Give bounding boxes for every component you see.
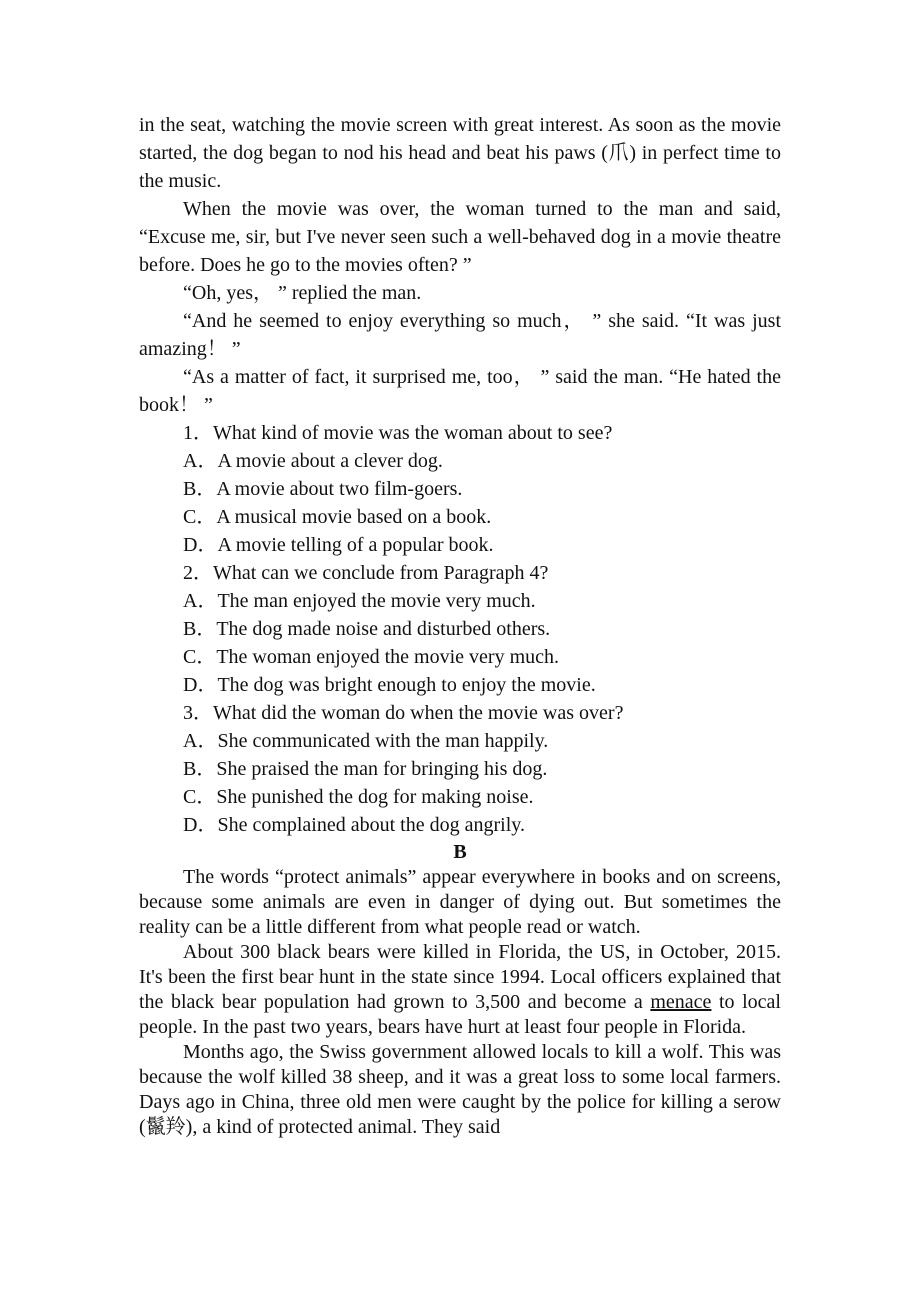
option-b: B．A movie about two film-goers. (183, 478, 463, 500)
option-a: A．The man enjoyed the movie very much. (183, 590, 536, 612)
document-page (139, 111, 781, 1140)
section-b-heading: B (453, 841, 467, 863)
question-stem: 2．What can we conclude from Paragraph 4? (183, 562, 549, 584)
option-b: B．She praised the man for bringing his dog. (183, 758, 548, 780)
paragraph-text: to local people. In the past two years, bears have hurt at least four people in Florida. (139, 991, 781, 1038)
passage-a-paragraph-4: “And he seemed to enjoy everything so much， ” she said. “It was just amazing！ ” (139, 310, 781, 360)
passage-a-paragraph-3: “Oh, yes， ” replied the man. (183, 282, 422, 304)
option-c: C．She punished the dog for making noise. (183, 786, 534, 808)
paragraph-text: About 300 black bears were killed in Florida, the US, in October, 2015. It's been the first bear hunt in the state since 1994. Local officers explained that the black bear population had grown to 3,500 and become a (139, 941, 781, 1013)
section-b-paragraph-3: Months ago, the Swiss government allowed locals to kill a wolf. This was because the wolf killed 38 sheep, and it was a great loss to some local farmers. Days ago in China, three old men were caught by the police for killing a serow (鬣羚), a kind of protected animal. They said (139, 1041, 781, 1138)
question-2 (139, 559, 781, 699)
passage-a-paragraph-5: “As a matter of fact, it surprised me, too， ” said the man. “He hated the book！ ” (139, 366, 781, 416)
passage-a-paragraph-1: in the seat, watching the movie screen with great interest. As soon as the movie started, the dog began to nod his head and beat his paws (爪) in perfect time to the music. (139, 114, 781, 192)
passage-a-paragraph-2: When the movie was over, the woman turned to the man and said, “Excuse me, sir, but I've never seen such a well-behaved dog in a movie theatre before. Does he go to the movies often? ” (139, 198, 781, 276)
question-stem: 3．What did the woman do when the movie was over? (183, 702, 624, 724)
option-c: C．A musical movie based on a book. (183, 506, 492, 528)
option-b: B．The dog made noise and disturbed others. (183, 618, 551, 640)
option-d: D．She complained about the dog angrily. (183, 814, 525, 836)
option-a: A．A movie about a clever dog. (183, 450, 443, 472)
section-b-paragraph-1: The words “protect animals” appear everywhere in books and on screens, because some animals are even in danger of dying out. But sometimes the reality can be a little different from what people read or watch. (139, 866, 781, 938)
option-a: A．She communicated with the man happily. (183, 730, 549, 752)
section-b-paragraph-2 (139, 940, 781, 1040)
question-3 (139, 699, 781, 839)
option-d: D．The dog was bright enough to enjoy the movie. (183, 674, 596, 696)
underlined-word-menace: menace (650, 991, 712, 1013)
question-1 (139, 419, 781, 559)
option-d: D．A movie telling of a popular book. (183, 534, 494, 556)
option-c: C．The woman enjoyed the movie very much. (183, 646, 560, 668)
question-stem: 1．What kind of movie was the woman about to see? (183, 422, 613, 444)
